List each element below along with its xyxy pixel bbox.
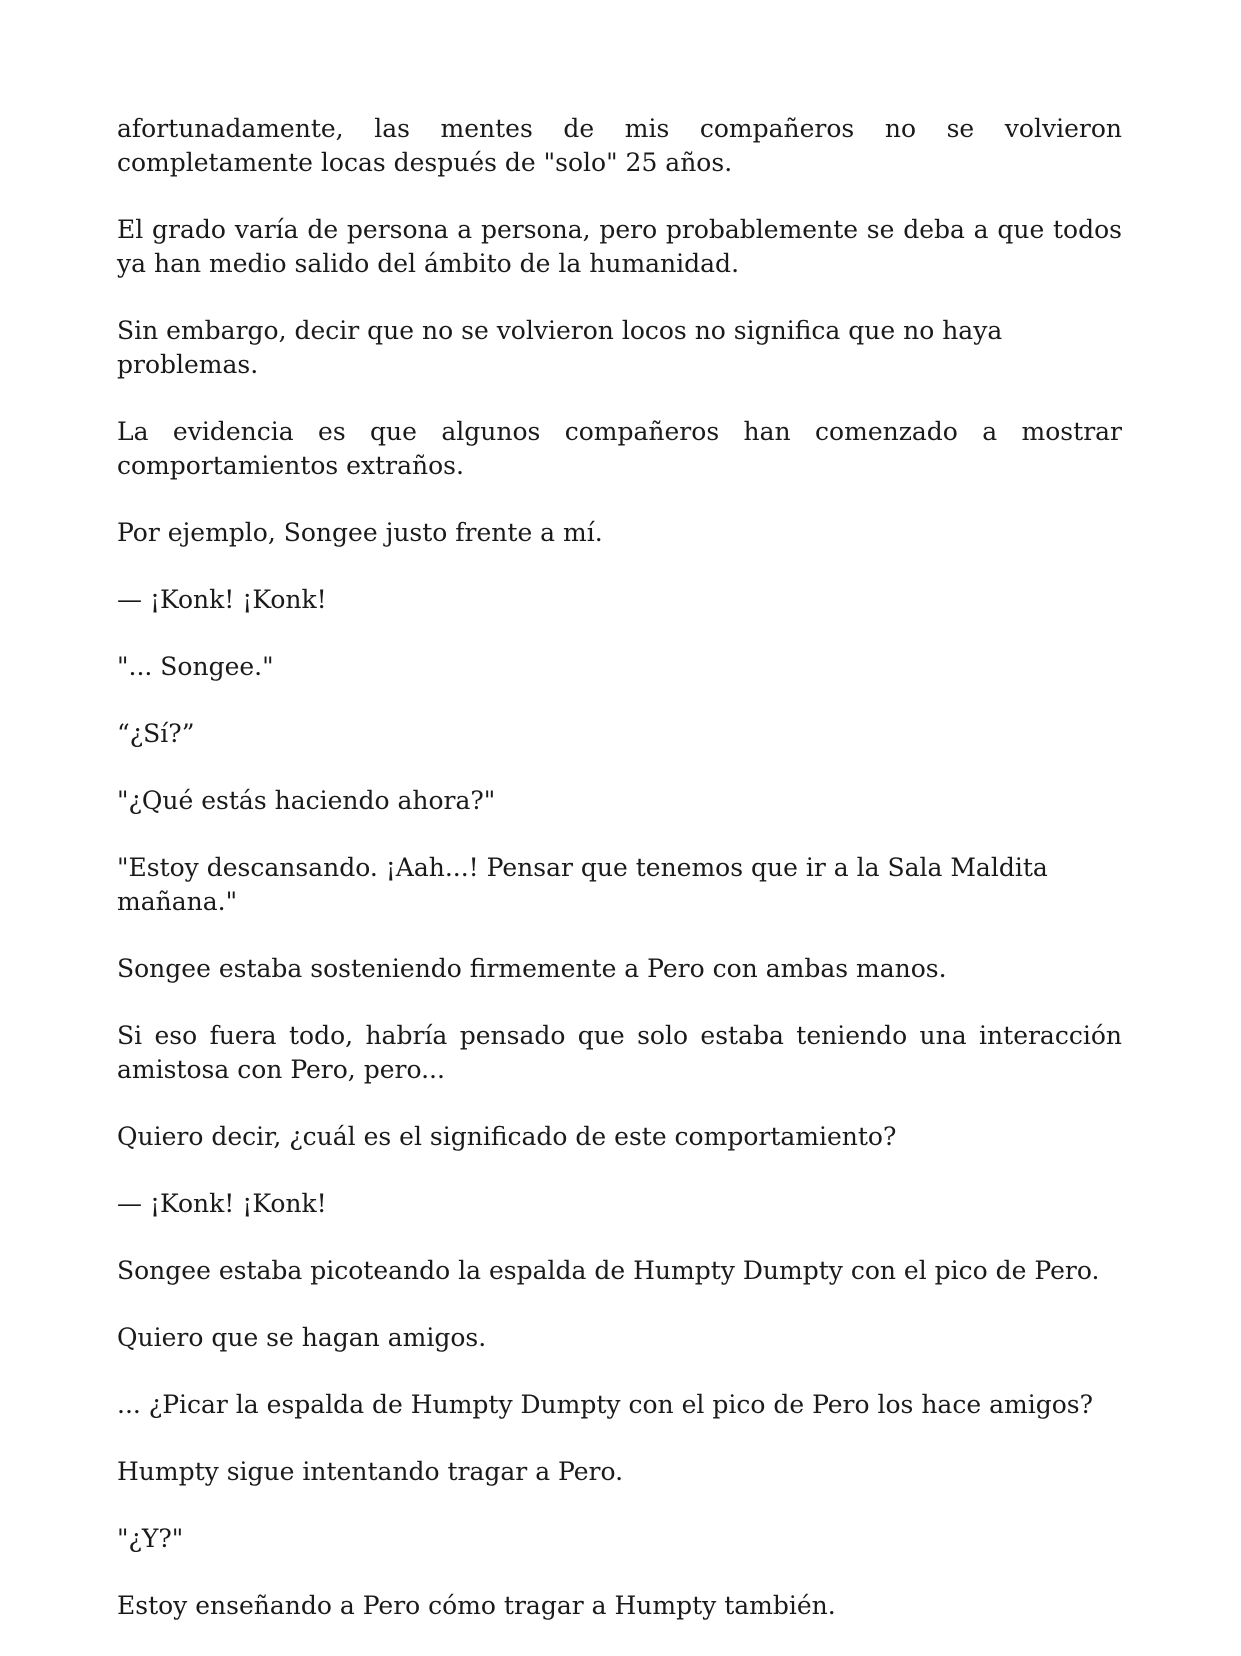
paragraph-16: Quiero que se hagan amigos. (117, 1323, 487, 1352)
paragraph-15: Songee estaba picoteando la espalda de Humpty Dumpty con el pico de Pero. (117, 1256, 1100, 1285)
paragraph-18: Humpty sigue intentando tragar a Pero. (117, 1457, 624, 1486)
paragraph-11: Songee estaba sosteniendo firmemente a Pero con ambas manos. (117, 954, 947, 983)
paragraph-12: Si eso fuera todo, habría pensado que solo estaba teniendo una interacción amistosa con Pero, pero... (117, 1021, 1122, 1084)
paragraph-10: "Estoy descansando. ¡Aah...! Pensar que tenemos que ir a la Sala Maldita mañana." (117, 853, 1048, 916)
paragraph-8: “¿Sí?” (117, 719, 195, 748)
paragraph-19: "¿Y?" (117, 1524, 184, 1553)
paragraph-4: La evidencia es que algunos compañeros han comenzado a mostrar comportamientos extraños. (117, 417, 1122, 480)
paragraph-20: Estoy enseñando a Pero cómo tragar a Humpty también. (117, 1591, 836, 1620)
paragraph-17: ... ¿Picar la espalda de Humpty Dumpty con el pico de Pero los hace amigos? (117, 1390, 1093, 1419)
paragraph-14: — ¡Konk! ¡Konk! (117, 1189, 327, 1218)
document-page (117, 112, 1122, 1656)
paragraph-9: "¿Qué estás haciendo ahora?" (117, 786, 496, 815)
paragraph-2: El grado varía de persona a persona, pero probablemente se deba a que todos ya han medio salido del ámbito de la humanidad. (117, 215, 1122, 278)
paragraph-7: "... Songee." (117, 652, 274, 681)
paragraph-13: Quiero decir, ¿cuál es el significado de este comportamiento? (117, 1122, 897, 1151)
paragraph-6: — ¡Konk! ¡Konk! (117, 585, 327, 614)
paragraph-5: Por ejemplo, Songee justo frente a mí. (117, 518, 603, 547)
paragraph-3: Sin embargo, decir que no se volvieron locos no significa que no haya problemas. (117, 316, 1003, 379)
paragraph-1: afortunadamente, las mentes de mis compañeros no se volvieron completamente locas después de "solo" 25 años. (117, 114, 1122, 177)
